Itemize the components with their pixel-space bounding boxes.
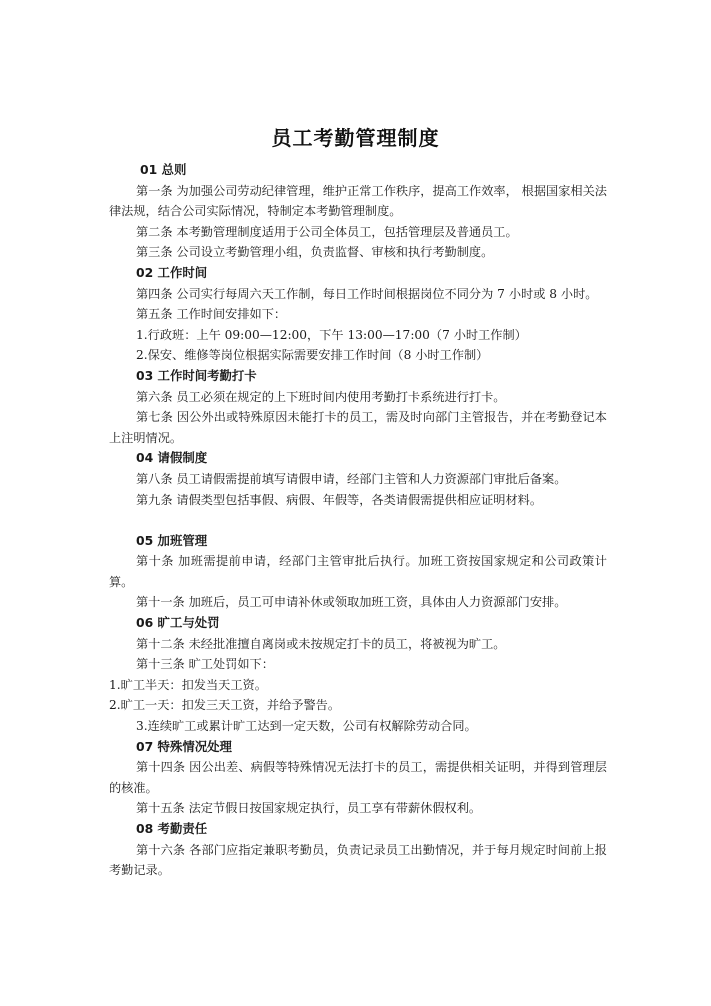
- article-6: 第六条 员工必须在规定的上下班时间内使用考勤打卡系统进行打卡。: [136, 389, 506, 404]
- article-2: 第二条 本考勤管理制度适用于公司全体员工，包括管理层及普通员工。: [136, 224, 518, 239]
- section-heading-general: 01 总则: [140, 162, 187, 177]
- article-16: 第十六条 各部门应指定兼职考勤员，负责记录员工出勤情况，并于每月规定时间前上报考勤记录。: [109, 842, 607, 878]
- section-heading-overtime: 05 加班管理: [136, 532, 208, 548]
- list-item-security-shift: 2.保安、维修等岗位根据实际需要安排工作时间（8 小时工作制）: [136, 348, 489, 363]
- section-heading-special-cases: 07 特殊情况处理: [136, 738, 232, 754]
- article-10: 第十条 加班需提前申请，经部门主管审批后执行。加班工资按国家规定和公司政策计算。: [109, 554, 607, 589]
- section-heading-absenteeism: 06 旷工与处罚: [136, 615, 220, 631]
- list-item-admin-shift: 1.行政班：上午 09:00—12:00，下午 13:00—17:00（7 小时工作制）: [136, 327, 527, 342]
- section-heading-leave: 04 请假制度: [136, 450, 208, 466]
- article-1: 第一条 为加强公司劳动纪律管理，维护正常工作秩序，提高工作效率， 根据国家相关法律法规，结合公司实际情况，特制定本考勤管理制度。: [109, 183, 607, 219]
- blank-line: [109, 510, 607, 531]
- article-13: 第十三条 旷工处罚如下：: [136, 657, 274, 672]
- article-8: 第八条 员工请假需提前填写请假申请，经部门主管和人力资源部门审批后备案。: [136, 471, 567, 486]
- article-3: 第三条 公司设立考勤管理小组，负责监督、审核和执行考勤制度。: [136, 245, 494, 260]
- list-item-full-day: 2.旷工一天：扣发三天工资，并给予警告。: [109, 698, 341, 713]
- article-15: 第十五条 法定节假日按国家规定执行，员工享有带薪休假权利。: [136, 801, 482, 816]
- article-5: 第五条 工作时间安排如下：: [136, 307, 287, 322]
- article-9: 第九条 请假类型包括事假、病假、年假等，各类请假需提供相应证明材料。: [136, 492, 543, 507]
- section-heading-responsibility: 08 考勤责任: [136, 821, 208, 836]
- section-heading-clock-in: 03 工作时间考勤打卡: [136, 367, 257, 383]
- article-14: 第十四条 因公出差、病假等特殊情况无法打卡的员工，需提供相关证明，并得到管理层的核准。: [109, 760, 607, 795]
- section-heading-working-hours: 02 工作时间: [136, 264, 208, 280]
- document-title: 员工考勤管理制度: [271, 126, 440, 150]
- list-item-termination: 3.连续旷工或累计旷工达到一定天数，公司有权解除劳动合同。: [136, 719, 477, 734]
- document-body: [109, 160, 607, 881]
- article-4: 第四条 公司实行每周六天工作制，每日工作时间根据岗位不同分为 7 小时或 8 小时。: [136, 286, 598, 301]
- list-item-half-day: 1.旷工半天：扣发当天工资。: [109, 677, 267, 692]
- article-12: 第十二条 未经批准擅自离岗或未按规定打卡的员工，将被视为旷工。: [136, 636, 506, 651]
- article-7: 第七条 因公外出或特殊原因未能打卡的员工，需及时向部门主管报告，并在考勤登记本上注明情况。: [109, 410, 607, 445]
- article-11: 第十一条 加班后，员工可申请补休或领取加班工资，具体由人力资源部门安排。: [136, 595, 567, 610]
